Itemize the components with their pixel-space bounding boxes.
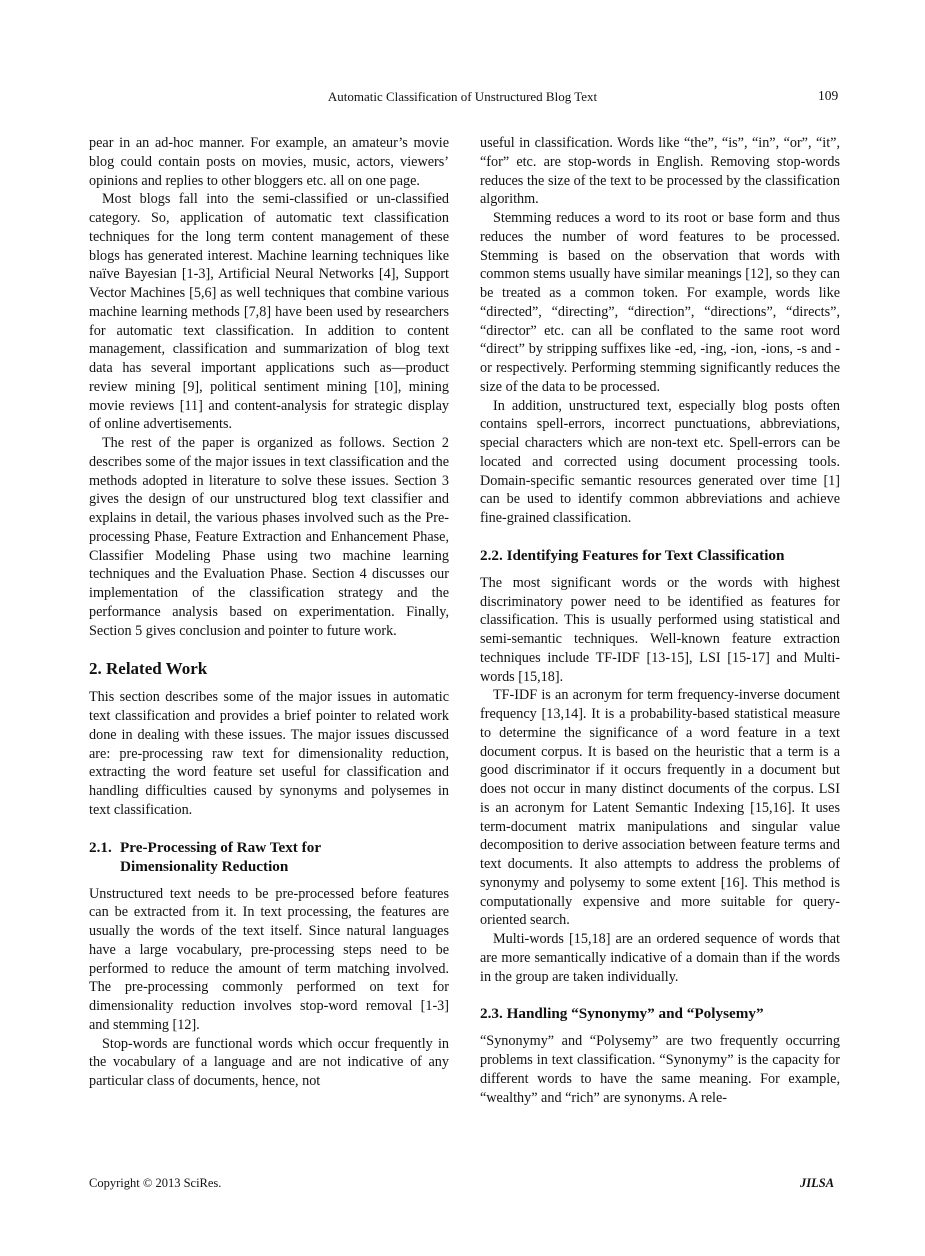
subsection-title-line2: Dimensionality Reduction	[120, 857, 289, 875]
paragraph: Unstructured text needs to be pre-processed before features can be extracted from it. In text processing, the features are usually the words of the text itself. Since natural languages have a large vocabulary, pre-processing steps need to be performed to reduce the amount of term matching involved. The pre-processing commonly performed on text for dimensionality reduction involves stop-word removal [1-3] and stemming [12].	[89, 885, 449, 1033]
copyright-notice: Copyright © 2013 SciRes.	[89, 1176, 222, 1190]
running-head: Automatic Classification of Unstructured Blog Text	[327, 89, 598, 104]
paragraph: This section describes some of the major issues in automatic text classification and provides a brief pointer to related work done in dealing with these issues. The major issues discussed are: pre-processing raw text for dimensionality reduction, extracting the word feature set useful for classification and handling difficulties caused by synonyms and polysemes in text classification.	[89, 689, 449, 818]
subsection-number: 2.1.	[89, 838, 112, 856]
subsection-heading	[89, 838, 449, 876]
left-column	[89, 134, 449, 1091]
paragraph: Stop-words are functional words which occur frequently in the vocabulary of a language and are not indicative of any particular class of documents, hence, not	[89, 1035, 449, 1089]
page-number: 109	[818, 88, 839, 103]
paragraph: The most significant words or the words with highest discriminatory power need to be identified as features for classification. This is usually performed using statistical and semi-semantic techniques. Well-known feature extraction techniques include TF-IDF [13-15], LSI [15-17] and Multi-words [15,18].	[480, 574, 840, 685]
section-heading: 2. Related Work	[89, 659, 208, 679]
paragraph: “Synonymy” and “Polysemy” are two frequently occurring problems in text classification. “Synonymy” is the capacity for different words to have the same meaning. For example, “wealthy” and “rich” are synonyms. A rele-	[480, 1033, 840, 1106]
paragraph: The rest of the paper is organized as follows. Section 2 describes some of the major issues in text classification and the methods adopted in literature to solve these issues. Section 3 gives the design of our unstructured blog text classifier and explains in detail, the various phases involved such as the Pre-processing Phase, Feature Extraction and Enhancement Phase, Classifier Modeling Phase using two machine learning techniques and the Evaluation Phase. Section 4 discusses our implementation of the classification strategy and the performance analysis based on experimentation. Finally, Section 5 gives conclusion and pointer to future work.	[89, 435, 449, 639]
paragraph: Most blogs fall into the semi-classified or un-classified category. So, application of automatic text classification techniques for the long term content management of these blogs has generated interest. Machine learning techniques like naïve Bayesian [1-3], Artificial Neural Networks [4], Support Vector Machines [5,6] as well techniques that combine various machine learning methods [7,8] have been used by researchers for automatic text classification. In addition to content management, classification and summarization of blog text data has several important applications such as—product review mining [9], political sentiment mining [10], mining movie reviews [11] and content-analysis for strategic display of online advertisements.	[89, 191, 449, 433]
paragraph: Stemming reduces a word to its root or base form and thus reduces the number of word features to be processed. Stemming is based on the observation that words with common stems usually have similar meanings [12], so they can be treated as a common token. For example, words like “directed”, “directing”, “direction”, “directions”, “directs”, “director” etc. can all be conflated to the same root word “direct” by stripping suffixes like -ed, -ing, -ion, -ions, -s and -or respectively. Performing stemming significantly reduces the size of the data to be processed.	[480, 210, 840, 395]
paragraph: Multi-words [15,18] are an ordered sequence of words that are more semantically indicative of a domain than if the words in the group are taken individually.	[480, 931, 840, 985]
paragraph: pear in an ad-hoc manner. For example, an amateur’s movie blog could contain posts on movies, music, actors, viewers’ opinions and replies to other bloggers etc. all on one page.	[89, 135, 449, 189]
subsection-heading: 2.3. Handling “Synonymy” and “Polysemy”	[480, 1005, 764, 1023]
journal-name: JILSA	[800, 1176, 835, 1190]
subsection-heading: 2.2. Identifying Features for Text Classification	[480, 546, 785, 564]
paragraph: In addition, unstructured text, especially blog posts often contains spell-errors, incorrect punctuations, abbreviations, special characters which are non-text etc. Spell-errors can be located and corrected using document processing tools. Domain-specific semantic resources generated over time [1] can be used to identify common abbreviations and achieve fine-grained classification.	[480, 397, 840, 526]
right-column	[480, 134, 840, 1107]
paragraph: useful in classification. Words like “the”, “is”, “in”, “or”, “it”, “for” etc. are stop-words in English. Removing stop-words reduces the size of the text to be processed by the classification algorithm.	[480, 135, 840, 208]
subsection-title-line1: Pre-Processing of Raw Text for	[120, 838, 322, 856]
paragraph: TF-IDF is an acronym for term frequency-inverse document frequency [13,14]. It is a probability-based statistical measure to determine the significance of a word feature in a text document corpus. It is based on the heuristic that a term is a good discriminator if it occurs frequently in a document but does not occur in many distinct documents of the corpus. LSI is an acronym for Latent Semantic Indexing [15,16]. It uses term-document matrix manipulations and singular value decomposition to derive association between feature terms and text documents. It also attempts to address the problems of synonymy and polysemy to some extent [16]. This method is computationally expensive and more suitable for query-oriented search.	[480, 687, 840, 929]
